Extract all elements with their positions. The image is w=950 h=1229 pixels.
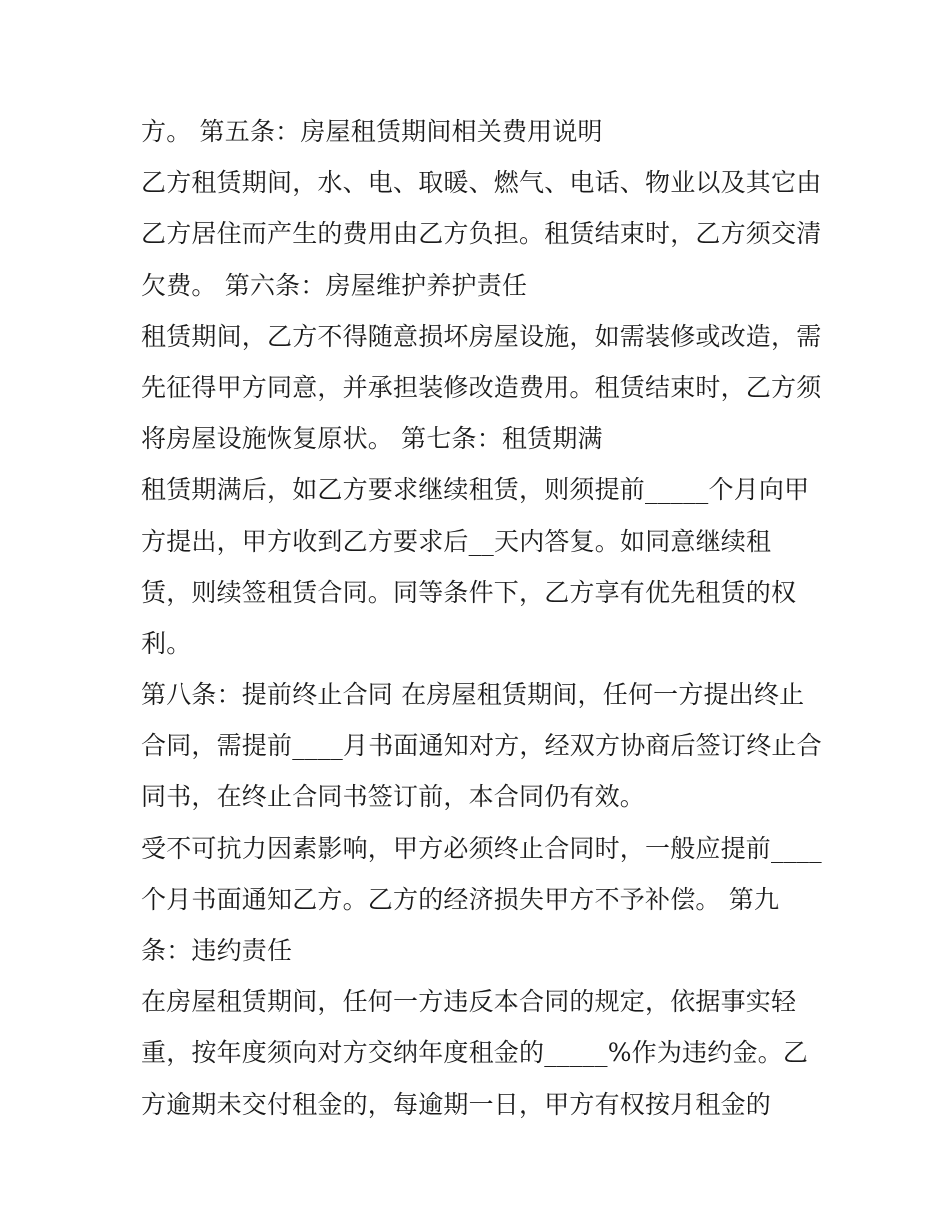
text-line: 方。 第五条：房屋租赁期间相关费用说明 <box>141 117 603 146</box>
text-line: 欠费。 第六条：房屋维护养护责任 <box>141 270 528 300</box>
text-line: 租赁期间，乙方不得随意损坏房屋设施，如需装修或改造，需 <box>141 321 822 351</box>
text-line: 方提出，甲方收到乙方要求后__天内答复。如同意继续租 <box>141 526 772 556</box>
body-text <box>141 106 831 1130</box>
text-line: 乙方居住而产生的费用由乙方负担。租赁结束时，乙方须交清 <box>141 219 822 249</box>
text-line: 条：违约责任 <box>141 936 293 965</box>
text-line: 受不可抗力因素影响，甲方必须终止合同时，一般应提前____ <box>141 833 822 863</box>
text-line: 方逾期未交付租金的，每逾期一日，甲方有权按月租金的 <box>141 1089 772 1119</box>
text-line: 重，按年度须向对方交纳年度租金的_____%作为违约金。乙 <box>141 1038 809 1068</box>
text-line: 第八条：提前终止合同 在房屋租赁期间，任何一方提出终止 <box>141 680 805 710</box>
text-line: 赁，则续签租赁合同。同等条件下，乙方享有优先租赁的权 <box>141 577 797 607</box>
text-line: 将房屋设施恢复原状。 第七条：租赁期满 <box>141 424 603 454</box>
text-line: 合同，需提前____月书面通知对方，经双方协商后签订终止合 <box>141 731 822 761</box>
text-line: 利。 <box>141 628 192 658</box>
text-line: 同书，在终止合同书签订前，本合同仍有效。 <box>141 782 646 812</box>
text-line: 租赁期满后，如乙方要求继续租赁，则须提前_____个月向甲 <box>141 475 810 505</box>
text-line: 乙方租赁期间，水、电、取暖、燃气、电话、物业以及其它由 <box>141 168 822 198</box>
text-line: 个月书面通知乙方。乙方的经济损失甲方不予补偿。 第九 <box>141 884 780 914</box>
text-line: 在房屋租赁期间，任何一方违反本合同的规定，依据事实轻 <box>141 987 797 1017</box>
text-line: 先征得甲方同意，并承担装修改造费用。租赁结束时，乙方须 <box>141 372 822 402</box>
